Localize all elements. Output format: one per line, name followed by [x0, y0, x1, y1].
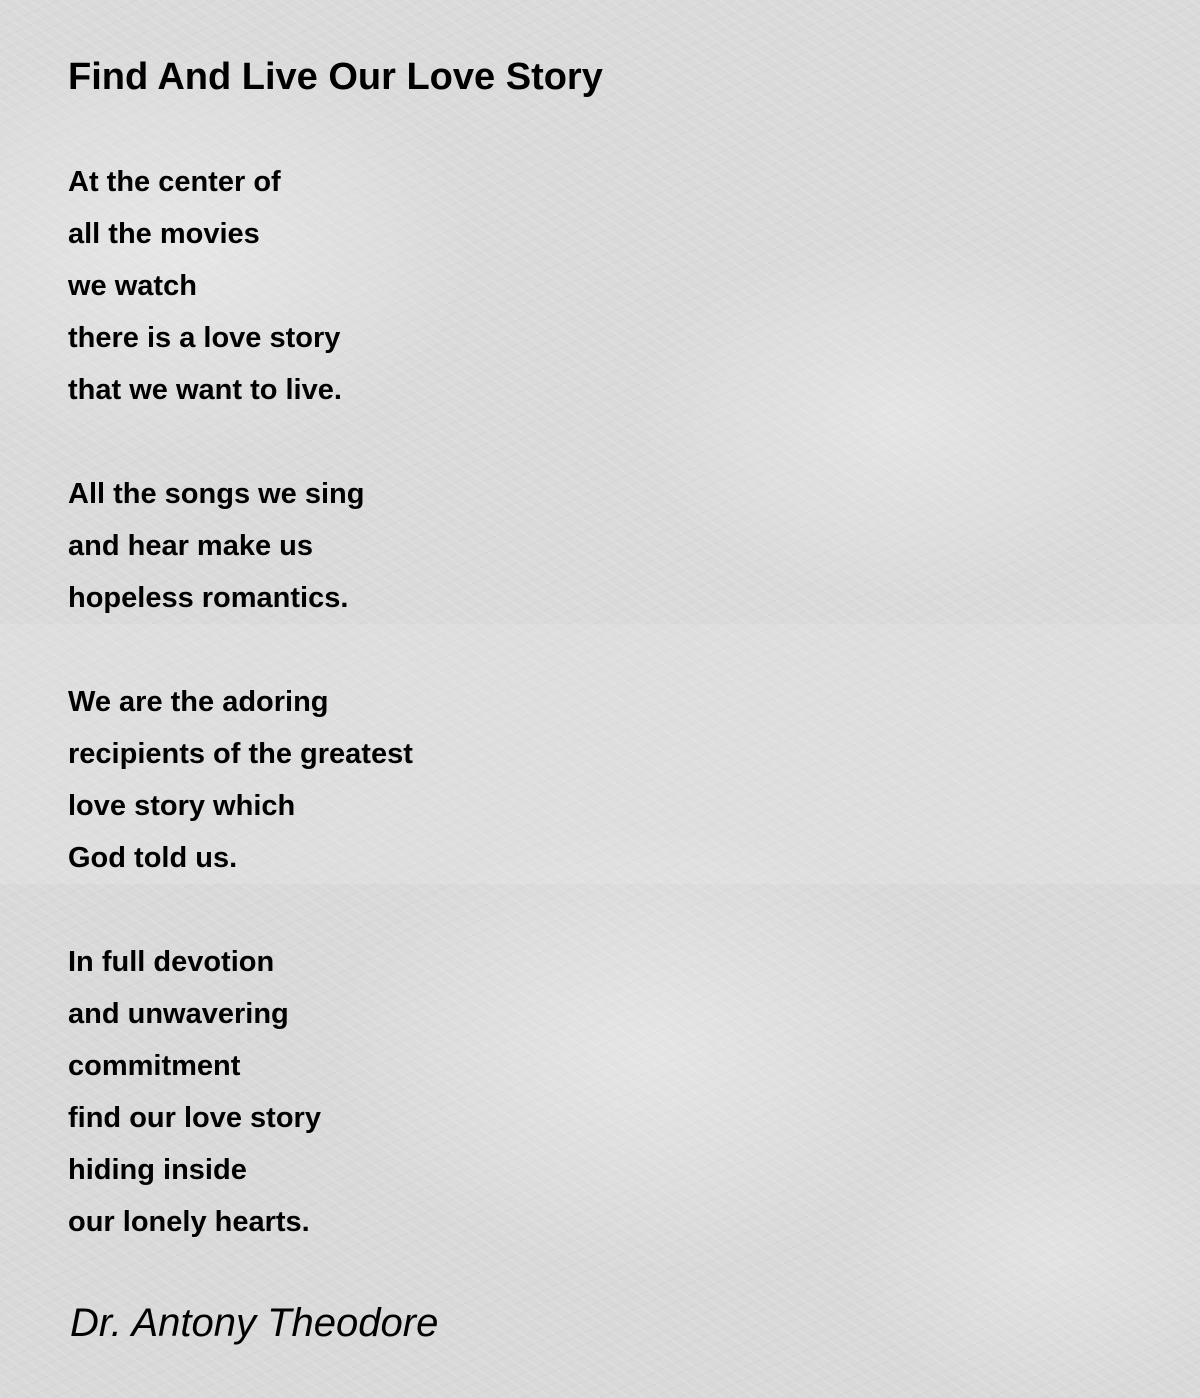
poem-line: hiding inside [68, 1154, 247, 1186]
poem-line: find our love story [68, 1102, 321, 1134]
poem-line: our lonely hearts. [68, 1206, 310, 1238]
poem-line: that we want to live. [68, 374, 342, 406]
poem-line: God told us. [68, 842, 238, 874]
poem-line: all the movies [68, 218, 260, 250]
poem-author: Dr. Antony Theodore [70, 1301, 439, 1345]
stanza-4 [68, 936, 413, 1248]
poem-line: love story which [68, 790, 296, 822]
poem-line: we watch [68, 270, 197, 302]
stanza-break [68, 416, 413, 468]
poem-line: In full devotion [68, 946, 275, 978]
stanza-break [68, 624, 413, 676]
poem-line: At the center of [68, 166, 281, 198]
stanza-1 [68, 156, 413, 416]
poem-line: commitment [68, 1050, 241, 1082]
poem-line: and hear make us [68, 530, 313, 562]
poem-line: recipients of the greatest [68, 738, 413, 770]
poem-line: and unwavering [68, 998, 289, 1030]
poem-title: Find And Live Our Love Story [68, 56, 603, 98]
poem-line: We are the adoring [68, 686, 329, 718]
poem-line: hopeless romantics. [68, 582, 349, 614]
stanza-3 [68, 676, 413, 884]
poem-line: there is a love story [68, 322, 341, 354]
poem-line: All the songs we sing [68, 478, 365, 510]
poem-body [68, 156, 413, 1248]
stanza-2 [68, 468, 413, 624]
stanza-break [68, 884, 413, 936]
